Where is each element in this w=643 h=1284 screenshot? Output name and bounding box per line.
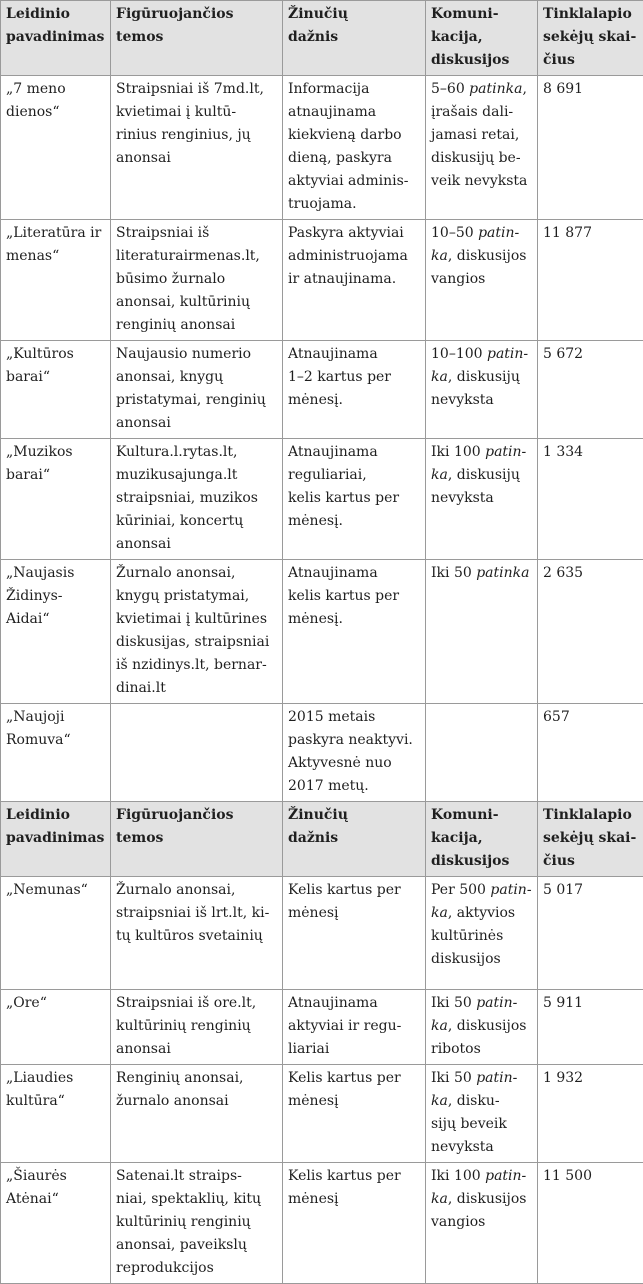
followers-cell: 657	[538, 704, 643, 802]
header-frequency	[283, 802, 426, 877]
topics-cell	[111, 704, 283, 802]
communication-cell-line: vangios	[431, 1211, 532, 1234]
topics-cell-line: pristatymai, renginių	[116, 389, 277, 412]
frequency-cell-line: 1–2 kartus per	[288, 366, 420, 389]
frequency-cell-line: Kelis kartus per	[288, 1067, 420, 1090]
communication-cell-line: Iki 100 patin-	[431, 441, 532, 464]
frequency-cell-line: administruojama	[288, 245, 420, 268]
table-row	[1, 990, 643, 1065]
communication-cell	[426, 1163, 538, 1284]
publication-name	[1, 76, 111, 220]
frequency-cell-line: Kelis kartus per	[288, 1165, 420, 1188]
communication-cell-line: ka, diskusijos	[431, 1015, 532, 1038]
header-line: temos	[116, 26, 277, 49]
publication-name-line: „Ore“	[6, 992, 105, 1015]
followers-cell: 5 672	[538, 341, 643, 439]
publication-name-line: kultūra“	[6, 1090, 105, 1113]
communication-cell-line: Iki 100 patin-	[431, 1165, 532, 1188]
table-body	[1, 1, 643, 1284]
followers-cell: 8 691	[538, 76, 643, 220]
header-line: sekėjų skai-	[543, 827, 638, 850]
frequency-cell-line: 2015 metais	[288, 706, 420, 729]
followers-cell: 1 932	[538, 1065, 643, 1163]
topics-cell-line: žurnalo anonsai	[116, 1090, 277, 1113]
communication-cell-line: 10–100 patin-	[431, 343, 532, 366]
table-row	[1, 1065, 643, 1163]
frequency-cell-line: Kelis kartus per	[288, 879, 420, 902]
header-line: dažnis	[288, 26, 420, 49]
communication-cell	[426, 76, 538, 220]
topics-cell-line: literaturairmenas.lt,	[116, 245, 277, 268]
publication-name-line: „Naujoji	[6, 706, 105, 729]
publication-name-line: „Literatūra ir	[6, 222, 105, 245]
communication-cell-line: veik nevyksta	[431, 170, 532, 193]
header-line: pavadinimas	[6, 827, 105, 850]
topics-cell	[111, 560, 283, 704]
topics-cell-line: knygų pristatymai,	[116, 585, 277, 608]
publication-name-line: „Kultūros	[6, 343, 105, 366]
communication-cell	[426, 990, 538, 1065]
topics-cell	[111, 76, 283, 220]
frequency-cell	[283, 439, 426, 560]
frequency-cell-line: mėnesį.	[288, 389, 420, 412]
publication-name-line: Židinys-	[6, 585, 105, 608]
table-row	[1, 1163, 643, 1284]
topics-cell-line: renginių anonsai	[116, 314, 277, 337]
header-line: Figūruojančios	[116, 804, 277, 827]
frequency-cell-line: mėnesį.	[288, 608, 420, 631]
header-topics	[111, 1, 283, 76]
communication-cell	[426, 877, 538, 990]
table-row	[1, 220, 643, 341]
publication-name-line: barai“	[6, 366, 105, 389]
communication-cell-line: kultūrinės	[431, 925, 532, 948]
table-row	[1, 877, 643, 990]
frequency-cell-line: kiekvieną darbo	[288, 124, 420, 147]
frequency-cell-line: 2017 metų.	[288, 775, 420, 798]
communication-cell	[426, 341, 538, 439]
communication-cell-line: Iki 50 patin-	[431, 992, 532, 1015]
communication-cell-line: ka, diskusijų	[431, 464, 532, 487]
topics-cell-line: Satenai.lt straips-	[116, 1165, 277, 1188]
communication-cell-line: ka, diskusijų	[431, 366, 532, 389]
frequency-cell-line: mėnesį	[288, 902, 420, 925]
topics-cell-line: anonsai	[116, 533, 277, 556]
communication-cell-line: ka, disku-	[431, 1090, 532, 1113]
communication-cell	[426, 704, 538, 802]
publication-name	[1, 220, 111, 341]
frequency-cell-line: atnaujinama	[288, 101, 420, 124]
frequency-cell-line: reguliariai,	[288, 464, 420, 487]
header-line: sekėjų skai-	[543, 26, 638, 49]
header-line: Žinučių	[288, 804, 420, 827]
frequency-cell-line: truojama.	[288, 193, 420, 216]
header-line: Figūruojančios	[116, 3, 277, 26]
topics-cell-line: Straipsniai iš	[116, 222, 277, 245]
topics-cell-line: dinai.lt	[116, 677, 277, 700]
publication-name-line: menas“	[6, 245, 105, 268]
frequency-cell-line: Atnaujinama	[288, 562, 420, 585]
topics-cell-line: Kultura.l.rytas.lt,	[116, 441, 277, 464]
frequency-cell-line: kelis kartus per	[288, 585, 420, 608]
publication-name-line: „Nemunas“	[6, 879, 105, 902]
frequency-cell	[283, 560, 426, 704]
topics-cell-line: reprodukcijos	[116, 1257, 277, 1280]
communication-cell-line: diskusijos	[431, 948, 532, 971]
topics-cell-line: anonsai, knygų	[116, 366, 277, 389]
frequency-cell-line: Atnaujinama	[288, 441, 420, 464]
publication-name-line: „Naujasis	[6, 562, 105, 585]
publication-name-line: Atėnai“	[6, 1188, 105, 1211]
table-row	[1, 560, 643, 704]
topics-cell	[111, 1163, 283, 1284]
header-line: Komuni-	[431, 3, 532, 26]
communication-cell-line: nevyksta	[431, 487, 532, 510]
communication-cell-line: 5–60 patinka,	[431, 78, 532, 101]
header-row	[1, 802, 643, 877]
publication-name-line: dienos“	[6, 101, 105, 124]
header-communication	[426, 1, 538, 76]
publication-name	[1, 1163, 111, 1284]
header-communication	[426, 802, 538, 877]
communication-cell-line: ribotos	[431, 1038, 532, 1061]
publication-name	[1, 439, 111, 560]
frequency-cell-line: kelis kartus per	[288, 487, 420, 510]
frequency-cell-line: aktyviai ir regu-	[288, 1015, 420, 1038]
topics-cell-line: rinius renginius, jų	[116, 124, 277, 147]
communication-cell-line: Iki 50 patinka	[431, 562, 532, 585]
frequency-cell-line: Aktyvesnė nuo	[288, 752, 420, 775]
publication-name	[1, 341, 111, 439]
header-frequency	[283, 1, 426, 76]
publication-name	[1, 560, 111, 704]
table-row	[1, 341, 643, 439]
frequency-cell-line: mėnesį	[288, 1090, 420, 1113]
header-line: temos	[116, 827, 277, 850]
topics-cell-line: anonsai	[116, 147, 277, 170]
followers-cell: 5 017	[538, 877, 643, 990]
followers-cell: 11 500	[538, 1163, 643, 1284]
topics-cell-line: Straipsniai iš ore.lt,	[116, 992, 277, 1015]
topics-cell-line: diskusijas, straipsniai	[116, 631, 277, 654]
communication-cell-line: įrašais dali-	[431, 101, 532, 124]
topics-cell-line: niai, spektaklių, kitų	[116, 1188, 277, 1211]
frequency-cell-line: Paskyra aktyviai	[288, 222, 420, 245]
publication-name	[1, 990, 111, 1065]
topics-cell-line: būsimo žurnalo	[116, 268, 277, 291]
publication-name-line: barai“	[6, 464, 105, 487]
topics-cell-line: kultūrinių renginių	[116, 1015, 277, 1038]
followers-cell: 5 911	[538, 990, 643, 1065]
communication-cell-line: sijų beveik	[431, 1113, 532, 1136]
communication-cell	[426, 1065, 538, 1163]
communication-cell-line: 10–50 patin-	[431, 222, 532, 245]
frequency-cell-line: paskyra neaktyvi.	[288, 729, 420, 752]
frequency-cell-line: liariai	[288, 1038, 420, 1061]
followers-cell: 1 334	[538, 439, 643, 560]
topics-cell-line: Naujausio numerio	[116, 343, 277, 366]
header-line: Leidinio	[6, 3, 105, 26]
header-publication-name	[1, 1, 111, 76]
frequency-cell	[283, 877, 426, 990]
header-followers	[538, 802, 643, 877]
publication-name	[1, 877, 111, 990]
communication-cell-line: ka, diskusijos	[431, 245, 532, 268]
header-line: kacija,	[431, 26, 532, 49]
communication-cell-line: ka, diskusijos	[431, 1188, 532, 1211]
header-line: Žinučių	[288, 3, 420, 26]
frequency-cell-line: dieną, paskyra	[288, 147, 420, 170]
frequency-cell-line: aktyviai adminis-	[288, 170, 420, 193]
frequency-cell-line: Informacija	[288, 78, 420, 101]
header-line: diskusijos	[431, 49, 532, 72]
topics-cell-line: Renginių anonsai,	[116, 1067, 277, 1090]
topics-cell-line: tų kultūros svetainių	[116, 925, 277, 948]
publication-name-line: „Liaudies	[6, 1067, 105, 1090]
topics-cell-line: anonsai	[116, 1038, 277, 1061]
topics-cell-line: Žurnalo anonsai,	[116, 879, 277, 902]
communication-cell	[426, 560, 538, 704]
table-row	[1, 439, 643, 560]
communication-cell-line: jamasi retai,	[431, 124, 532, 147]
communication-cell-line: diskusijų be-	[431, 147, 532, 170]
publication-name-line: Romuva“	[6, 729, 105, 752]
table-row	[1, 704, 643, 802]
frequency-cell	[283, 990, 426, 1065]
followers-cell: 2 635	[538, 560, 643, 704]
publication-name-line: „7 meno	[6, 78, 105, 101]
header-row	[1, 1, 643, 76]
communication-cell-line: nevyksta	[431, 389, 532, 412]
header-line: diskusijos	[431, 850, 532, 873]
frequency-cell	[283, 76, 426, 220]
frequency-cell-line: Atnaujinama	[288, 992, 420, 1015]
topics-cell-line: anonsai, paveikslų	[116, 1234, 277, 1257]
header-line: čius	[543, 850, 638, 873]
frequency-cell-line: mėnesį.	[288, 510, 420, 533]
communication-cell-line: vangios	[431, 268, 532, 291]
communication-cell-line: Per 500 patin-	[431, 879, 532, 902]
header-line: pavadinimas	[6, 26, 105, 49]
topics-cell	[111, 220, 283, 341]
frequency-cell	[283, 1065, 426, 1163]
frequency-cell	[283, 1163, 426, 1284]
topics-cell-line: iš nzidinys.lt, bernar-	[116, 654, 277, 677]
topics-cell	[111, 877, 283, 990]
header-line: čius	[543, 49, 638, 72]
topics-cell-line: anonsai, kultūrinių	[116, 291, 277, 314]
topics-cell	[111, 990, 283, 1065]
communication-cell	[426, 439, 538, 560]
header-line: dažnis	[288, 827, 420, 850]
frequency-cell-line: Atnaujinama	[288, 343, 420, 366]
header-line: Tinklalapio	[543, 804, 638, 827]
communication-cell-line: Iki 50 patin-	[431, 1067, 532, 1090]
publication-name	[1, 704, 111, 802]
topics-cell-line: straipsniai, muzikos	[116, 487, 277, 510]
topics-cell-line: muzikusajunga.lt	[116, 464, 277, 487]
topics-cell-line: kvietimai į kultūrines	[116, 608, 277, 631]
topics-cell-line: anonsai	[116, 412, 277, 435]
topics-cell-line: Žurnalo anonsai,	[116, 562, 277, 585]
topics-cell	[111, 341, 283, 439]
frequency-cell-line: mėnesį	[288, 1188, 420, 1211]
header-publication-name	[1, 802, 111, 877]
topics-cell	[111, 1065, 283, 1163]
table-row	[1, 76, 643, 220]
followers-cell: 11 877	[538, 220, 643, 341]
communication-cell-line: ka, aktyvios	[431, 902, 532, 925]
publication-name-line: „Muzikos	[6, 441, 105, 464]
topics-cell-line: kvietimai į kultū-	[116, 101, 277, 124]
frequency-cell-line: ir atnaujinama.	[288, 268, 420, 291]
publication-name	[1, 1065, 111, 1163]
header-followers	[538, 1, 643, 76]
publication-name-line: Aidai“	[6, 608, 105, 631]
frequency-cell	[283, 220, 426, 341]
header-line: kacija,	[431, 827, 532, 850]
communication-cell	[426, 220, 538, 341]
communication-cell-line: nevyksta	[431, 1136, 532, 1159]
frequency-cell	[283, 704, 426, 802]
publication-name-line: „Šiaurės	[6, 1165, 105, 1188]
frequency-cell	[283, 341, 426, 439]
topics-cell-line: kultūrinių renginių	[116, 1211, 277, 1234]
topics-cell-line: Straipsniai iš 7md.lt,	[116, 78, 277, 101]
header-line: Leidinio	[6, 804, 105, 827]
header-line: Komuni-	[431, 804, 532, 827]
topics-cell	[111, 439, 283, 560]
topics-cell-line: kūriniai, koncertų	[116, 510, 277, 533]
header-topics	[111, 802, 283, 877]
topics-cell-line: straipsniai iš lrt.lt, ki-	[116, 902, 277, 925]
header-line: Tinklalapio	[543, 3, 638, 26]
